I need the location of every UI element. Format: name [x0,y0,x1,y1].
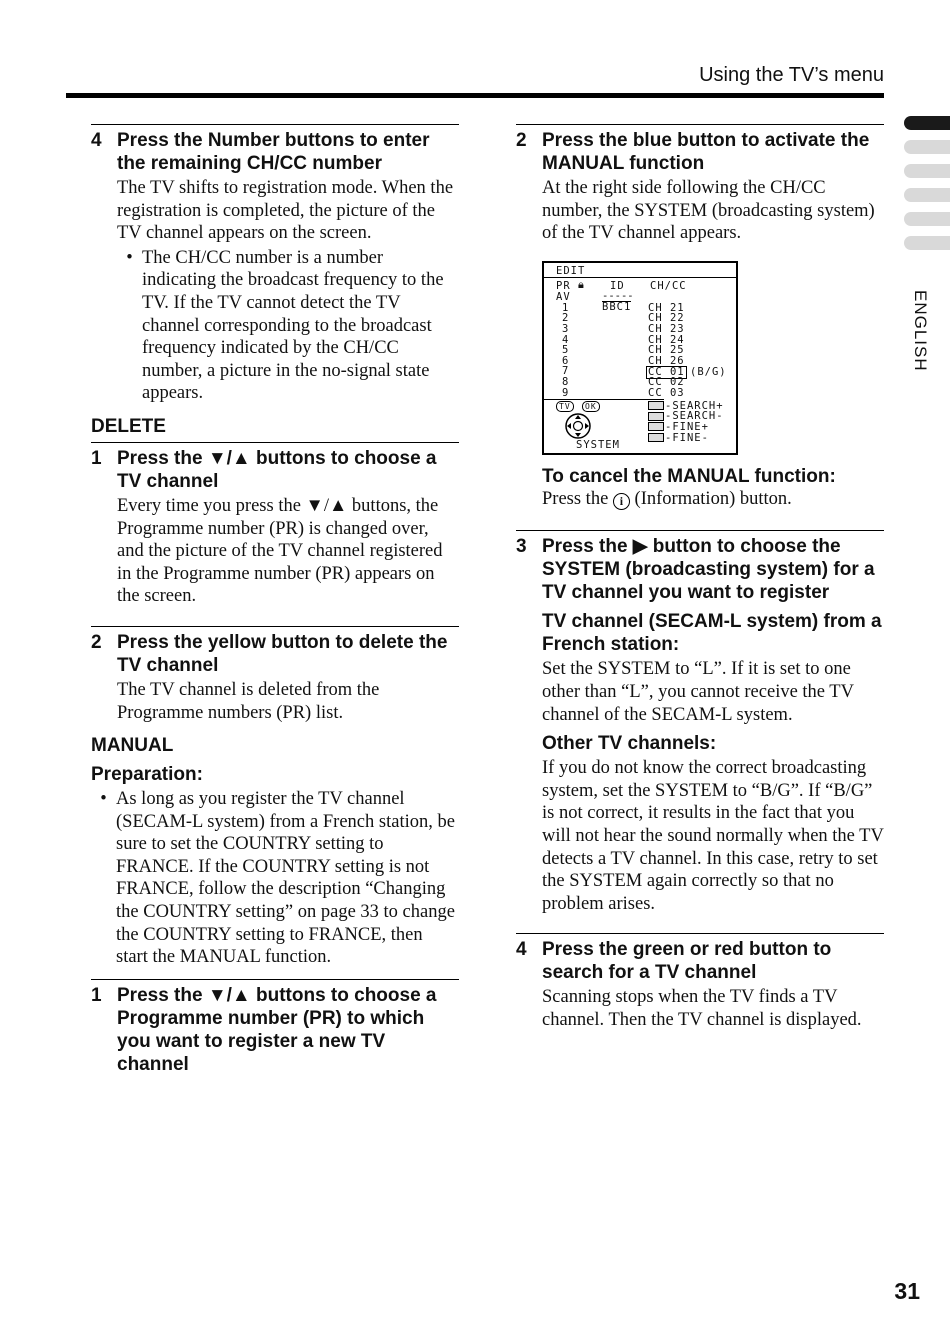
bullet-dot: • [100,789,107,810]
step-title: Press the green or red button to search for a TV channel [542,939,832,984]
step-title: Press the Number buttons to enter the remaining CH/CC number [117,130,430,174]
left-column [91,124,459,1086]
osd-row-channel: CH 24 [648,333,685,346]
osd-legend-label: -SEARCH+ [665,399,724,412]
header-rule [66,93,884,98]
other-channels-text: If you do not know the correct broadcasting system, set the SYSTEM to “B/G”. If “B/G” is not correct, it results in the fact that you will not hear the sound normally when the TV detects a TV channel. In this case, retry to set the SYSTEM again correctly so that no problem arises. [542,758,884,914]
side-tab-active [904,116,950,130]
secam-text: Set the SYSTEM to “L”. If it is set to one other than “L”, you cannot receive the TV channel of the SECAM-L system. [542,659,854,725]
osd-av: AV [556,290,571,303]
osd-row-pr: 6 [562,354,570,367]
step-text: The TV shifts to registration mode. When the registration is completed, the picture of the TV channel appears on the screen. [117,178,454,244]
ok-button-icon: OK [582,401,600,412]
osd-row-channel: CH 21 [648,301,685,314]
language-label: ENGLISH [911,290,930,372]
side-tab [904,236,950,250]
osd-legend-label: -FINE+ [665,420,709,433]
osd-row-channel: CH 26 [648,354,685,367]
step-title: Press the blue button to activate the MANUAL function [542,130,870,174]
osd-col-pr: PR [556,279,571,292]
osd-row-pr: 4 [562,333,570,346]
step-text: The TV channel is deleted from the Programme numbers (PR) list. [117,679,380,723]
manual-step-1 [91,979,459,1076]
osd-system-value: (B/G) [690,365,727,378]
osd-row-pr: 5 [562,344,570,357]
preparation-heading: Preparation: [91,764,203,786]
step-number: 1 [91,984,102,1006]
information-icon: i [613,493,630,510]
osd-row-channel: CC 02 [648,375,685,388]
dpad-icon [562,412,594,440]
side-tab [904,140,950,154]
step-number: 2 [91,631,102,653]
secam-heading: TV channel (SECAM-L system) from a French station: [542,611,882,656]
osd-row-channel: CH 23 [648,322,685,335]
bullet-dot: • [126,247,133,268]
cancel-heading: To cancel the MANUAL function: [542,465,836,487]
delete-heading: DELETE [91,415,166,437]
delete-step-2 [91,626,459,724]
edit-menu-screen [542,261,738,455]
osd-row-channel: CH 22 [648,312,685,325]
osd-row-pr: 9 [562,386,570,399]
step-text: Every time you press the ▼/▲ buttons, the Programme number (PR) is changed over, and the picture of the TV channel registered in the Programme number (PR) appears on the screen. [117,495,443,607]
color-swatch-icon [648,412,664,421]
side-tab [904,212,950,226]
tv-button-icon: TV [556,401,574,412]
osd-legend-label: -FINE- [665,431,709,444]
osd-divider [544,277,736,279]
step-number: 4 [91,130,102,151]
delete-step-1 [91,442,459,608]
manual-step-3 [516,530,884,915]
cancel-text-post: (Information) button. [634,488,792,509]
color-swatch-icon [648,401,664,410]
step-text: At the right side following the CH/CC number, the SYSTEM (broadcasting system) of the TV channel appears. [542,178,875,244]
osd-id-value: BBC1 [602,300,632,313]
osd-row-channel: CC 03 [648,386,685,399]
osd-legend-item [648,433,709,444]
osd-row-pr: 2 [562,312,570,325]
other-channels-heading: Other TV channels: [542,733,717,755]
lock-icon: 🔒︎ [578,277,585,291]
cancel-text [542,488,884,511]
osd-id-dashes: ----- [602,289,634,302]
step-number: 2 [516,130,527,151]
osd-title: EDIT [556,264,586,277]
osd-system-label: SYSTEM [576,438,620,451]
step-number: 4 [516,939,527,961]
step-text: Scanning stops when the TV finds a TV channel. Then the TV channel is displayed. [542,987,862,1030]
osd-row-pr: 1 [562,301,570,314]
osd-row-pr: 3 [562,322,570,335]
side-tab [904,188,950,202]
side-tab [904,164,950,178]
osd-col-id: ID [610,279,625,292]
manual-step-2 [516,124,884,245]
color-swatch-icon [648,422,664,431]
step-4-enter-number [91,124,459,405]
step-title: Press the ▶ button to choose the SYSTEM (broadcasting system) for a TV channel you want to register [542,536,875,604]
osd-row-channel: CH 25 [648,344,685,357]
page-header-title: Using the TV’s menu [699,64,884,86]
cancel-text-pre: Press the [542,488,609,509]
osd-row-pr: 7 [562,365,570,378]
osd-legend-label: -SEARCH- [665,410,724,423]
page-number: 31 [894,1278,920,1304]
color-swatch-icon [648,433,664,442]
right-column [516,124,884,1042]
osd-col-chcc: CH/CC [650,279,687,292]
manual-heading: MANUAL [91,735,174,757]
step-number: 3 [516,536,527,558]
preparation-text: As long as you register the TV channel (SECAM-L system) from a French station, be sure to set the COUNTRY setting to FRANCE. If the COUNTRY setting is not FRANCE, follow the description “Changing the COUNTRY setting” on page 33 to change the COUNTRY setting to FRANCE, then start the MANUAL function. [116,789,455,968]
osd-row-channel: CC 01 [648,366,685,379]
step-title: Press the yellow button to delete the TV channel [117,631,448,676]
step-number: 1 [91,447,102,469]
step-title: Press the ▼/▲ buttons to choose a Programme number (PR) to which you want to register a new TV channel [117,984,437,1075]
manual-step-4 [516,933,884,1031]
osd-row-pr: 8 [562,375,570,388]
bullet-text: The CH/CC number is a number indicating the broadcast frequency to the TV. If the TV cannot detect the TV channel corresponding to the broadcast frequency indicated by the CH/CC number, a picture in the no-signal state appears. [142,247,444,404]
step-title: Press the ▼/▲ buttons to choose a TV channel [117,447,437,492]
